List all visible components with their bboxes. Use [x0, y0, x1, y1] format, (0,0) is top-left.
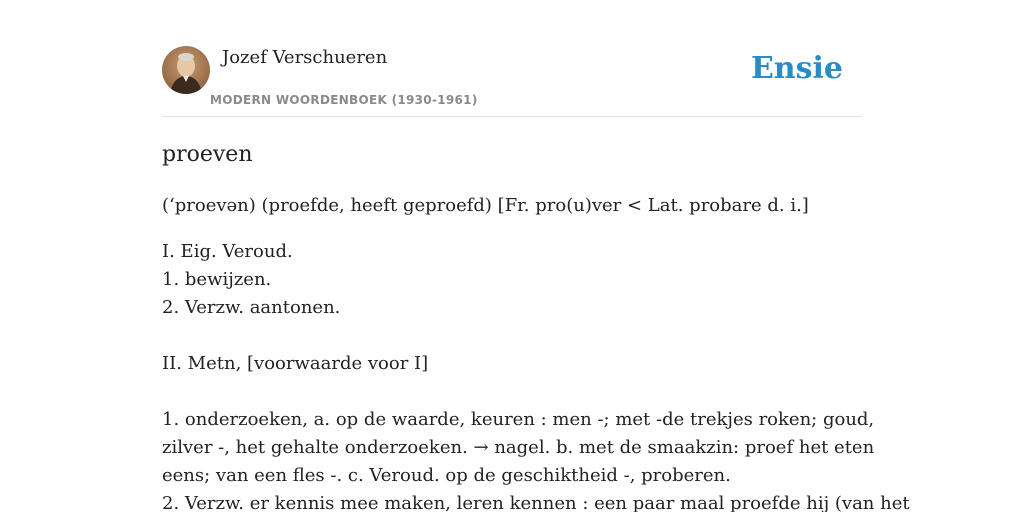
spacer [162, 378, 872, 406]
source-dictionary[interactable]: MODERN WOORDENBOEK (1930-1961) [210, 93, 478, 107]
author-avatar[interactable] [162, 46, 210, 94]
definition-line: I. Eig. Veroud. [162, 241, 293, 262]
definition-line: 2. Verzw. er kennis mee maken, leren kennen : een paar maal proefde hij (van het [162, 493, 910, 512]
entry-content [162, 140, 910, 512]
definition-line: 1. onderzoeken, a. op de waarde, keuren : men -; met -de trekjes roken; goud, [162, 409, 875, 430]
author-name[interactable]: Jozef Verschueren [222, 47, 388, 68]
definition-line: eens; van een fles -. c. Veroud. op de geschiktheid -, proberen. [162, 465, 731, 486]
site-logo[interactable]: Ensie [750, 51, 843, 86]
definition-line: zilver -, het gehalte onderzoeken. → nagel. b. met de smaakzin: proef het eten [162, 437, 875, 458]
entry-etymology: (‘proevən) (proefde, heeft geproefd) [Fr. pro(u)ver < Lat. probare d. i.] [162, 195, 809, 216]
definition-line: 2. Verzw. aantonen. [162, 297, 341, 318]
portrait-image [162, 46, 210, 94]
spacer [162, 322, 872, 350]
definition-line: II. Metn, [voorwaarde voor I] [162, 353, 429, 374]
entry-term: proeven [162, 142, 253, 167]
entry-header [162, 46, 862, 117]
definition-line: 1. bewijzen. [162, 269, 272, 290]
